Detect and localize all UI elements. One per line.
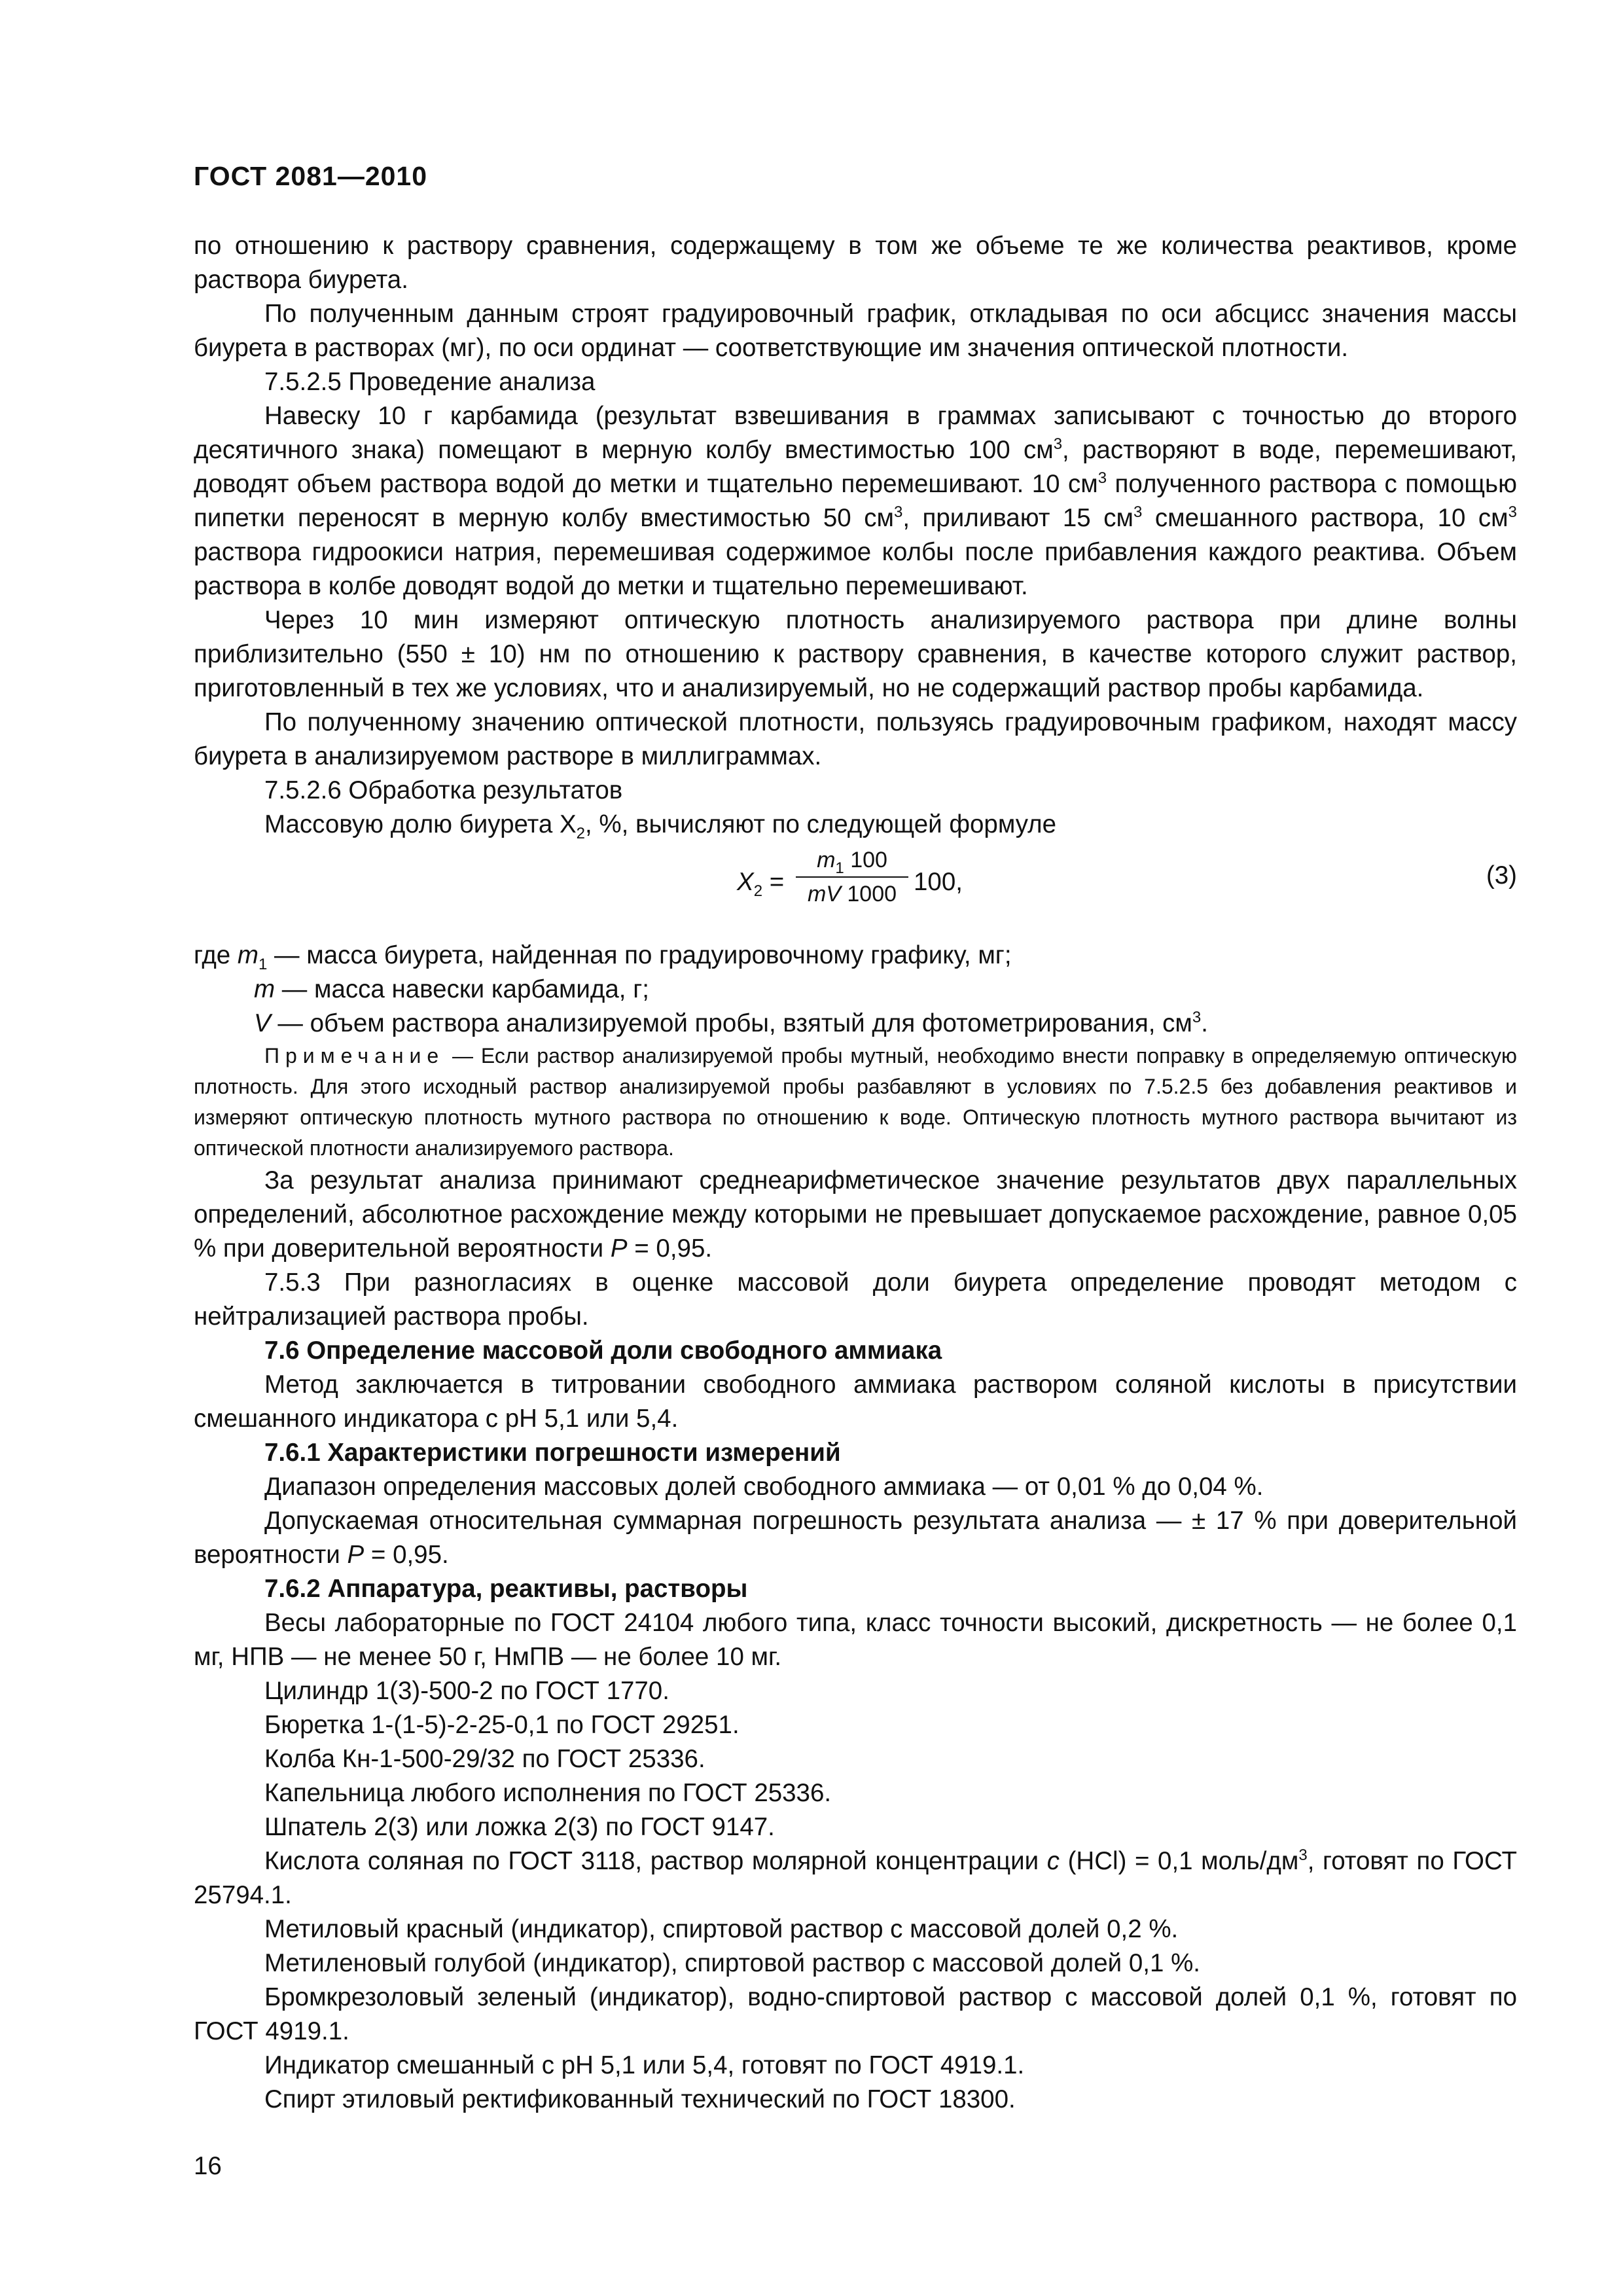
paragraph: Допускаемая относительная суммарная погрешность результата анализа — ± 17 % при доверительной вероятности P = 0,95.: [194, 1507, 1517, 1569]
paragraph: Навеску 10 г карбамида (результат взвешивания в граммах записывают с точностью до второго десятичного знака) помещают в мерную колбу вместимостью 100 $см^3$, растворяют в воде, перемешивают, доводят объем раствора водой до метки и тщательно перемешивают. 10 $см^3$ полученного раствора с помощью пипетки переносят в мерную колбу вместимостью 50 $см^3$, приливают 15 $см^3$ смешанного раствора, 10 $см^3$ раствора гидроокиси натрия, перемешивая содержимое колбы после прибавления каждого реактива. Объем раствора в колбе доводят водой до метки и тщательно перемешивают.: [194, 402, 1517, 600]
list-item: Спирт этиловый ректификованный технический по ГОСТ 18300.: [264, 2085, 1016, 2113]
formula-legend: [194, 939, 1517, 1041]
page-number: 16: [194, 2152, 222, 2180]
list-item: Метиленовый голубой (индикатор), спиртовой раствор с массовой долей 0,1 %.: [264, 1949, 1201, 1977]
formula-multiplier: 100,: [914, 868, 963, 896]
formula-numerator: $m_1$ 100: [796, 846, 908, 878]
formula-denominator: mV 1000: [807, 882, 897, 906]
list-item: Кислота соляная по ГОСТ 3118, раствор молярной концентрации c (HCl) = 0,1 моль/$дм^3$, готовят по ГОСТ 25794.1.: [194, 1846, 1517, 1909]
note: Примечание — Если раствор анализируемой пробы мутный, необходимо внести поправку в определяемую оптическую плотность. Для этого исходный раствор анализируемой пробы разбавляют в условиях по 7.5.2.5 без добавления реактивов и измеряют оптическую плотность мутного раствора по отношению к воде. Оптическую плотность мутного раствора вычитают из оптической плотности анализируемого раствора.: [194, 1044, 1517, 1160]
list-item: Бюретка 1-(1-5)-2-25-0,1 по ГОСТ 29251.: [264, 1711, 740, 1739]
paragraph: по отношению к раствору сравнения, содержащему в том же объеме те же количества реактивов, кроме раствора биурета.: [194, 232, 1517, 294]
formula-fraction: [796, 846, 908, 908]
paragraph: Диапазон определения массовых долей свободного аммиака — от 0,01 % до 0,04 %.: [264, 1473, 1264, 1501]
paragraph: Через 10 мин измеряют оптическую плотность анализируемого раствора при длине волны приблизительно (550 ± 10) нм по отношению к раствору сравнения, в качестве которого служит раствор, приготовленный в тех же условиях, что и анализируемый, но не содержащий раствор пробы карбамида.: [194, 606, 1517, 702]
paragraph: Весы лабораторные по ГОСТ 24104 любого типа, класс точности высокий, дискретность — не более 0,1 мг, НПВ — не менее 50 г, НмПВ — не более 10 мг.: [194, 1609, 1517, 1671]
document-body: [194, 229, 1517, 2117]
list-item: Бромкрезоловый зеленый (индикатор), водно-спиртовой раствор с массовой долей 0,1 %, готовят по ГОСТ 4919.1.: [194, 1983, 1517, 2045]
section-heading: 7.5.2.5 Проведение анализа: [264, 368, 596, 396]
paragraph: 7.5.3 При разногласиях в оценке массовой доли биурета определение проводят методом с нейтрализацией раствора пробы.: [194, 1268, 1517, 1331]
list-item: Капельница любого исполнения по ГОСТ 25336.: [264, 1779, 832, 1807]
list-item: Метиловый красный (индикатор), спиртовой раствор с массовой долей 0,2 %.: [264, 1915, 1179, 1943]
paragraph: По полученным данным строят градуировочный график, откладывая по оси абсцисс значения массы биурета в растворах (мг), по оси ординат — соответствующие им значения оптической плотности.: [194, 300, 1517, 362]
list-item: Шпатель 2(3) или ложка 2(3) по ГОСТ 9147.: [264, 1813, 775, 1841]
legend-row: V — объем раствора анализируемой пробы, взятый для фотометрирования, $см^3$.: [254, 1009, 1208, 1037]
formula-lhs: $X_2$ =: [737, 868, 785, 900]
paragraph: За результат анализа принимают среднеарифметическое значение результатов двух параллельных определений, абсолютное расхождение между которыми не превышает допускаемое расхождение, равное 0,05 % при доверительной вероятности P = 0,95.: [194, 1166, 1517, 1263]
section-heading: 7.6 Определение массовой доли свободного аммиака: [264, 1336, 942, 1365]
section-heading: 7.5.2.6 Обработка результатов: [264, 776, 623, 804]
paragraph: По полученному значению оптической плотности, пользуясь градуировочным графиком, находят массу биурета в анализируемом растворе в миллиграммах.: [194, 708, 1517, 770]
formula-number: (3): [1486, 861, 1517, 889]
note-label: Примечание: [264, 1044, 445, 1067]
list-item: Индикатор смешанный с pH 5,1 или 5,4, готовят по ГОСТ 4919.1.: [264, 2051, 1025, 2079]
section-heading: 7.6.1 Характеристики погрешности измерений: [264, 1439, 841, 1467]
formula-3: [194, 846, 1517, 920]
paragraph: Метод заключается в титровании свободного аммиака раствором соляной кислоты в присутствии смешанного индикатора с pH 5,1 или 5,4.: [194, 1371, 1517, 1433]
document-header: ГОСТ 2081—2010: [194, 161, 428, 191]
list-item: Колба Кн-1-500-29/32 по ГОСТ 25336.: [264, 1745, 705, 1773]
list-item: Цилиндр 1(3)-500-2 по ГОСТ 1770.: [264, 1677, 669, 1705]
paragraph: Массовую долю биурета $X_2$, %, вычисляют по следующей формуле: [264, 810, 1057, 842]
legend-row: где $m_1$ — масса биурета, найденная по градуировочному графику, мг;: [194, 941, 1012, 973]
section-heading: 7.6.2 Аппаратура, реактивы, растворы: [264, 1575, 748, 1603]
legend-row: m — масса навески карбамида, г;: [254, 975, 649, 1003]
